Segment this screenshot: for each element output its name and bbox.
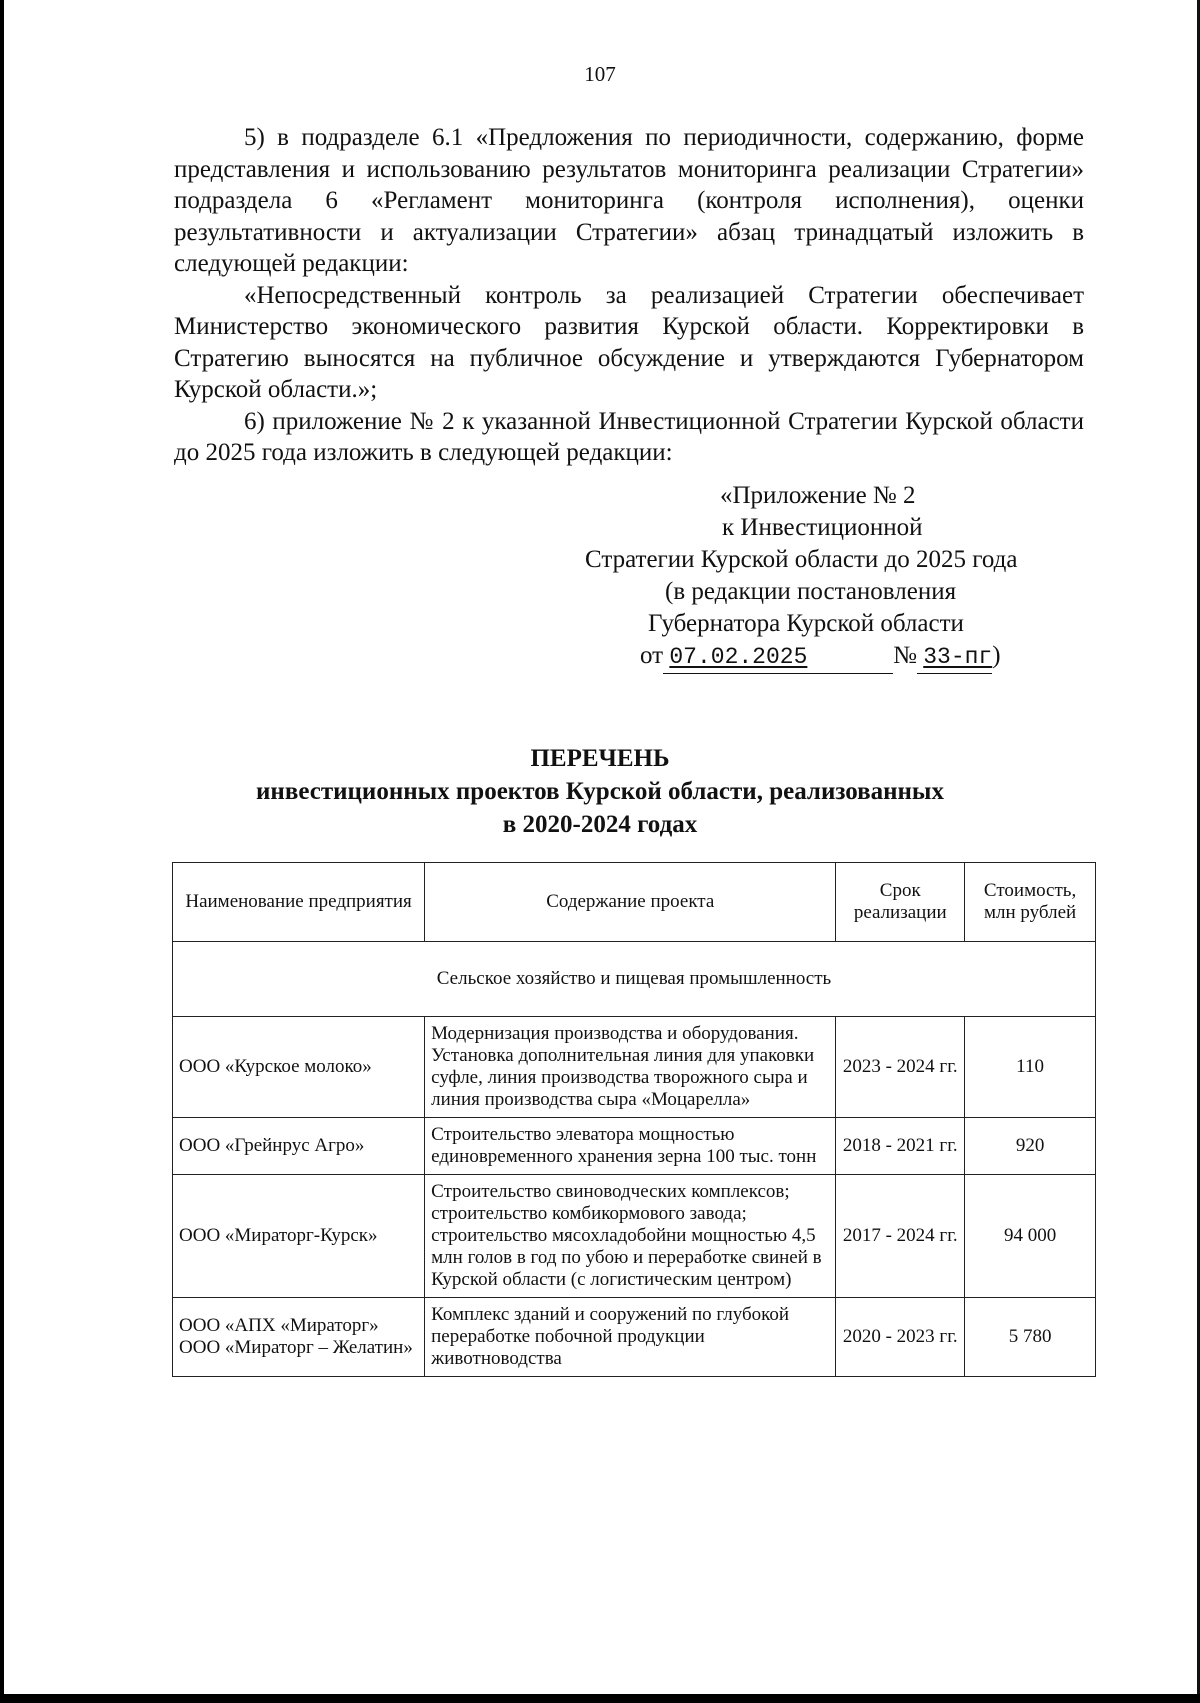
scan-edge-bottom (0, 1694, 1200, 1703)
table-row (173, 1118, 1096, 1175)
section-row (173, 942, 1096, 1017)
title-line: в 2020-2024 годах (502, 811, 698, 838)
header-company: Наименование предприятия (173, 863, 425, 942)
section-title: Сельское хозяйство и пищевая промышленность (173, 942, 1096, 1017)
quoted-paragraph: «Непосредственный контроль за реализацией Стратегии обеспечивает Министерство экономического развития Курской области. Корректировки в Стратегию выносятся на публичное обсуждение и утверждаются Губернатором Курской области.»; (174, 281, 1084, 403)
content-cell: Строительство элеватора мощностью единовременного хранения зерна 100 тыс. тонн (425, 1118, 836, 1175)
title-line: инвестиционных проектов Курской области, реализованных (256, 778, 944, 805)
date-value: 07.02.2025 (669, 644, 808, 670)
annex-date-line (560, 640, 1120, 674)
projects-table (172, 862, 1096, 1377)
scan-edge-left (0, 0, 4, 1703)
date-prefix: от (640, 642, 664, 669)
annex-header (560, 480, 1120, 674)
company-cell: ООО «АПХ «Мираторг» ООО «Мираторг – Желатин» (173, 1298, 425, 1377)
document-title (0, 742, 1200, 841)
content-cell: Модернизация производства и оборудования. Установка дополнительная линия для упаковки суфле, линия производства творожного сыра и линия производства сыра «Моцарелла» (425, 1017, 836, 1118)
table-row (173, 1175, 1096, 1298)
annex-line: (в редакции постановления (665, 578, 957, 605)
table-header-row (173, 863, 1096, 942)
header-cost: Стоимость, млн рублей (965, 863, 1096, 942)
annex-line: к Инвестиционной (722, 514, 923, 541)
period-cell: 2020 - 2023 гг. (836, 1298, 965, 1377)
paragraph-item-6: 6) приложение № 2 к указанной Инвестиционной Стратегии Курской области до 2025 года изложить в следующей редакции: (174, 407, 1084, 466)
period-cell: 2023 - 2024 гг. (836, 1017, 965, 1118)
number-prefix: № (893, 642, 917, 669)
table-row (173, 1017, 1096, 1118)
table-row (173, 1298, 1096, 1377)
cost-cell: 110 (965, 1017, 1096, 1118)
number-field (917, 640, 992, 674)
company-cell: ООО «Грейнрус Агро» (173, 1118, 425, 1175)
annex-line: Губернатора Курской области (648, 610, 964, 637)
page-number: 107 (584, 62, 616, 86)
cost-cell: 920 (965, 1118, 1096, 1175)
annex-line: Стратегии Курской области до 2025 года (585, 546, 1018, 573)
annex-line: «Приложение № 2 (720, 482, 916, 509)
period-cell: 2017 - 2024 гг. (836, 1175, 965, 1298)
content-cell: Строительство свиноводческих комплексов; строительство комбикормового завода; строительство мясохладобойни мощностью 4,5 млн голов в год по убою и переработке свиней в Курской области (с логистическим центром) (425, 1175, 836, 1298)
company-cell: ООО «Мираторг-Курск» (173, 1175, 425, 1298)
header-period: Срок реализации (836, 863, 965, 942)
annex-close: ) (992, 642, 1001, 669)
period-cell: 2018 - 2021 гг. (836, 1118, 965, 1175)
paragraph-item-5: 5) в подразделе 6.1 «Предложения по периодичности, содержанию, форме представления и использованию результатов мониторинга реализации Стратегии» подраздела 6 «Регламент мониторинга (контроля исполнения), оценки результативности и актуализации Стратегии» абзац тринадцатый изложить в следующей редакции: (174, 124, 1084, 277)
title-line: ПЕРЕЧЕНЬ (530, 745, 670, 772)
body-text (174, 122, 1084, 469)
date-field (663, 640, 893, 674)
header-content: Содержание проекта (425, 863, 836, 942)
cost-cell: 94 000 (965, 1175, 1096, 1298)
cost-cell: 5 780 (965, 1298, 1096, 1377)
content-cell: Комплекс зданий и сооружений по глубокой переработке побочной продукции животноводства (425, 1298, 836, 1377)
number-value: 33-пг (923, 644, 993, 670)
company-cell: ООО «Курское молоко» (173, 1017, 425, 1118)
